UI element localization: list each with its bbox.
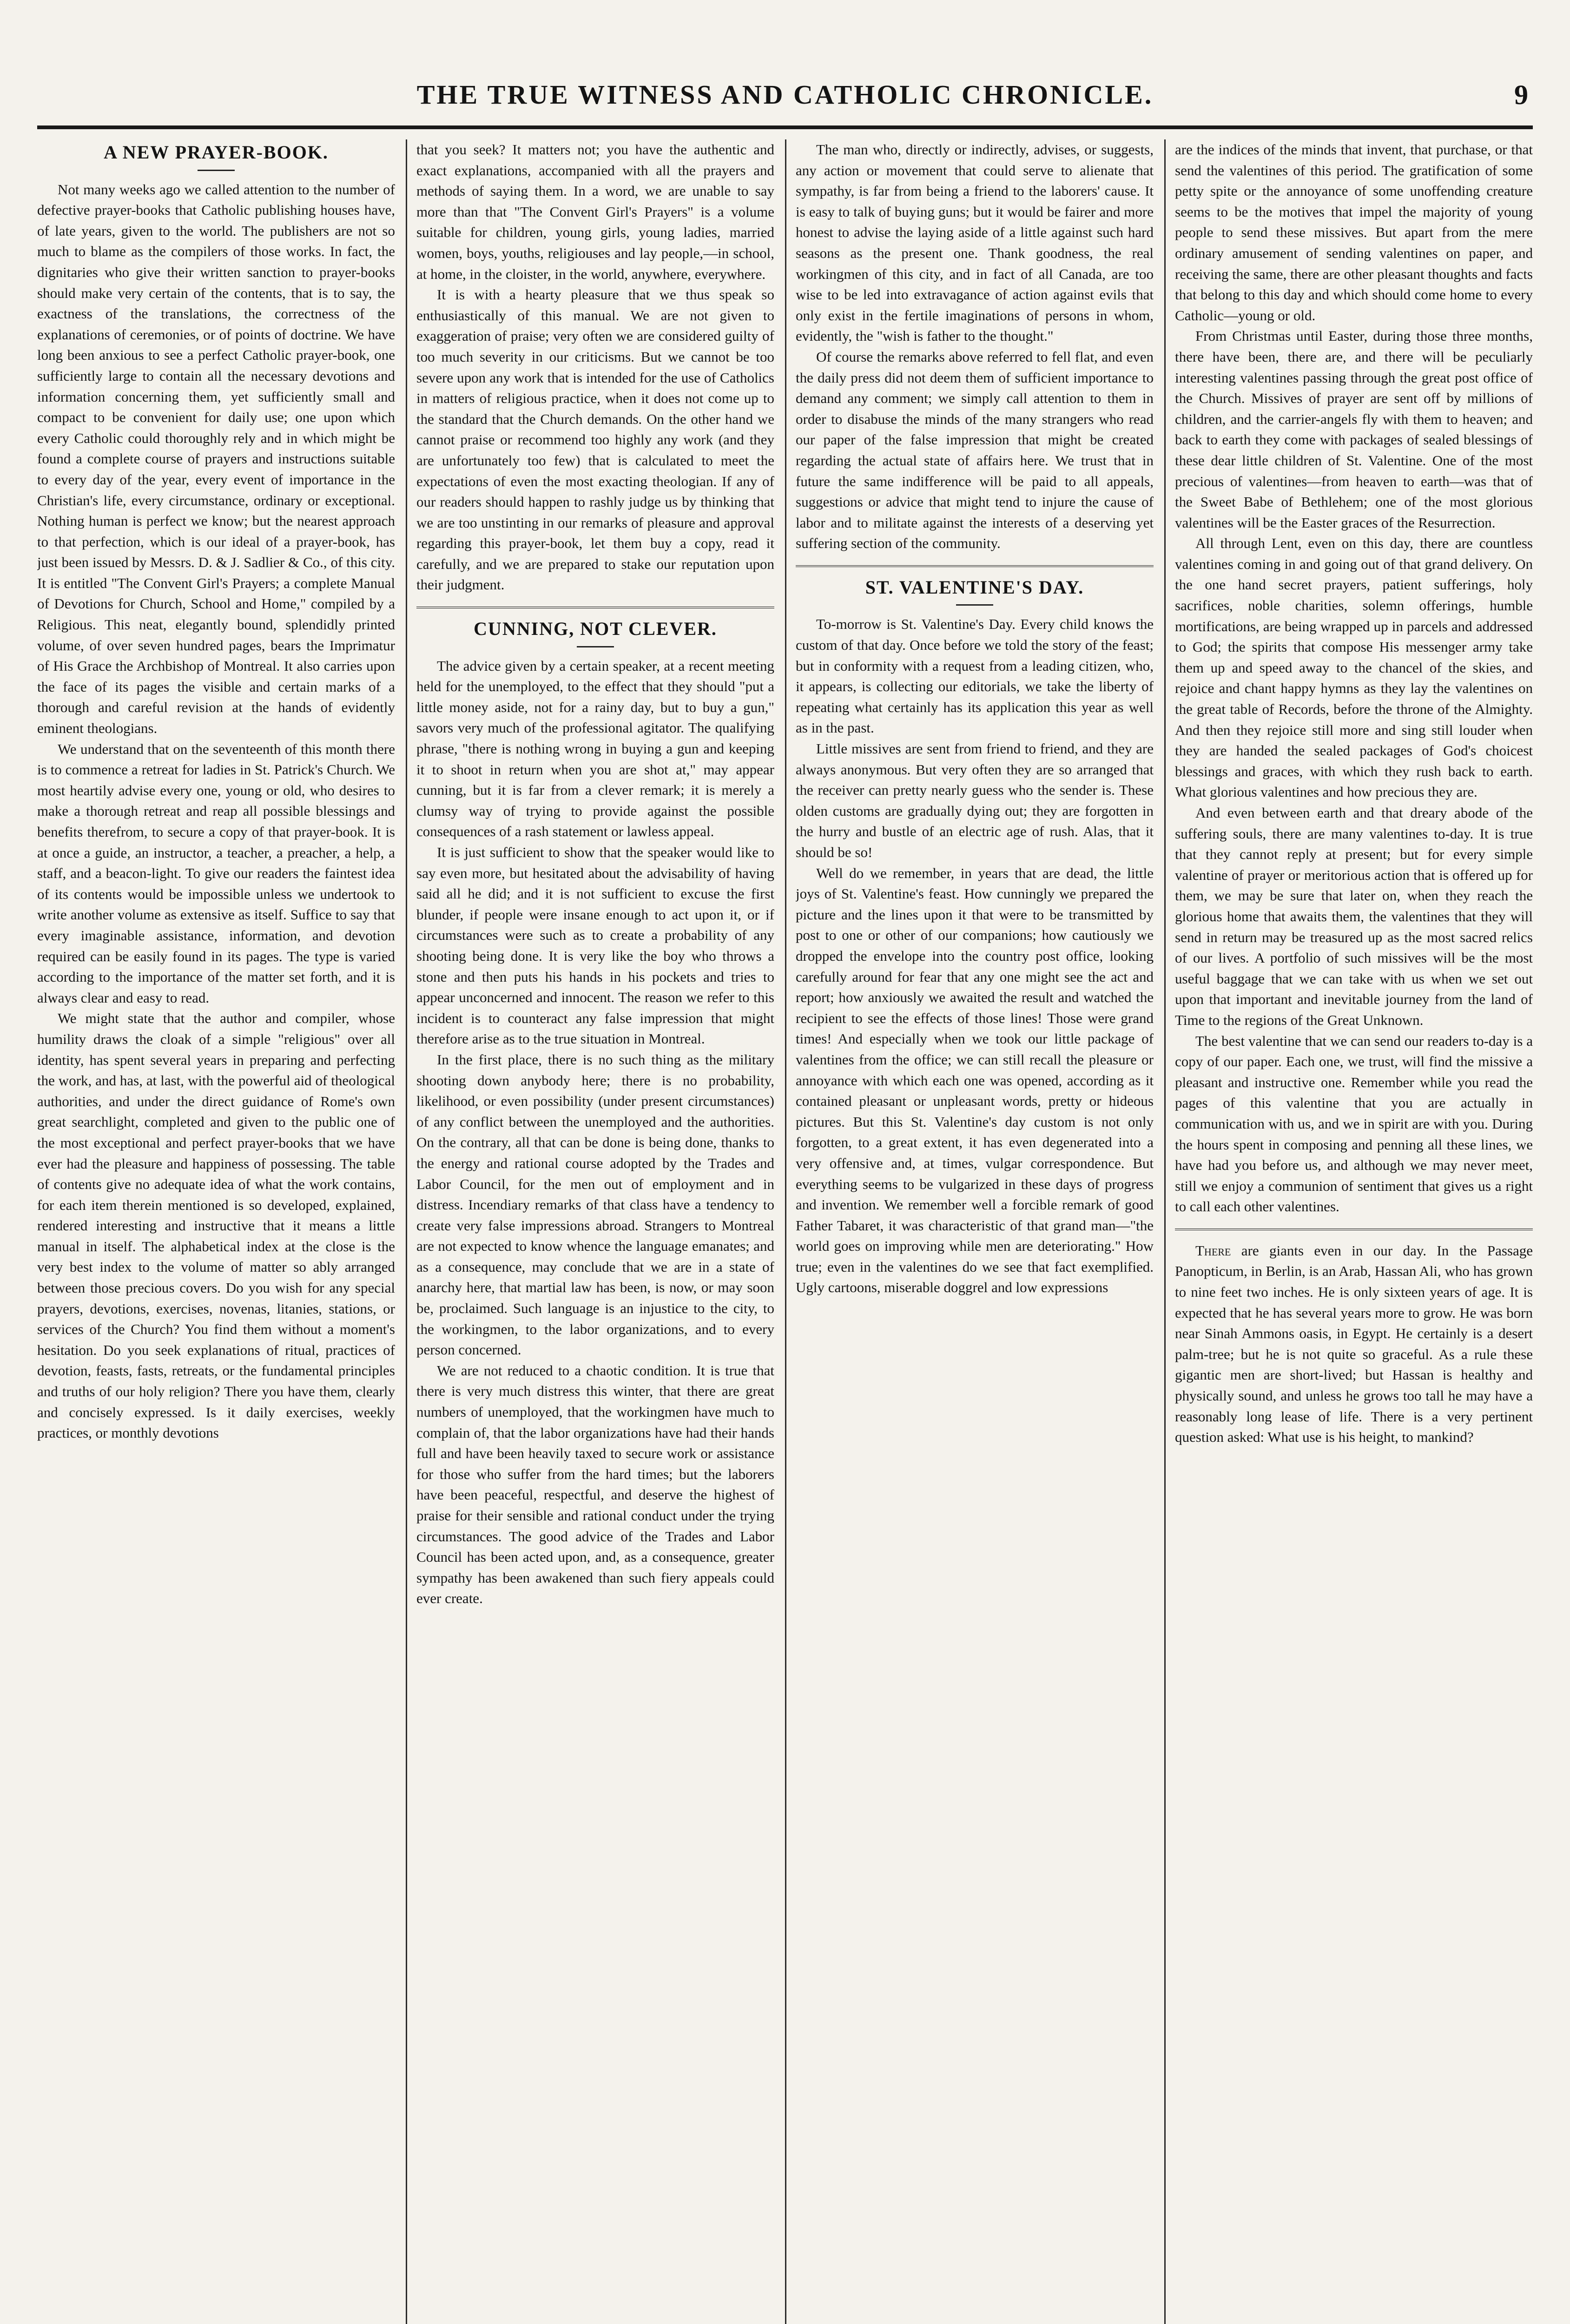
lead-word: There — [1195, 1242, 1231, 1259]
headline-rule — [198, 170, 235, 171]
article-separator — [416, 607, 774, 608]
column-rule — [785, 139, 786, 2324]
page-number: 9 — [1514, 79, 1528, 110]
article-paragraph: Not many weeks ago we called attention to the number of defective prayer-books that Catholic publishing houses have, of late years, given to the world. The publishers are not so much to blame as the compilers of those works. In fact, the dignitaries who give their written sanction to prayer-books should make very certain of the contents, that is to say, the exactness of the translations, the correctness of the explanations of ceremonies, or of points of doctrine. We have long been anxious to see a perfect Catholic prayer-book, one sufficiently large to contain all the necessary devotions and information concerning them, yet sufficiently small and compact to be convenient for daily use; one upon which every Catholic could thoroughly rely and in which might be found a complete course of prayers and instructions suitable to every day of the year, every event of importance in the Christian's life, every circumstance, ordinary or exceptional. Nothing human is perfect we know; but the nearest approach to that perfection, which is our ideal of a prayer-book, has just been issued by Messrs. D. & J. Sadlier & Co., of this city. It is entitled "The Convent Girl's Prayers; a complete Manual of Devotions for Church, School and Home," compiled by a Religious. This neat, elegantly bound, splendidly printed volume, of over seven hundred pages, bears the Imprimatur of His Grace the Archbishop of Montreal. It also carries upon the face of its pages the visible and certain marks of a thorough and careful revision at the hands of evidently eminent theologians. — [37, 181, 395, 737]
article-paragraph: We are not reduced to a chaotic condition. It is true that there is very much distress this winter, that there are great numbers of unemployed, that the workingmen have much to complain of, that the labor organizations have had their hands full and have been heavily taxed to secure work or assistance for those who suffer from the hard times; but the laborers have been peaceful, respectful, and deserve the highest of praise for their sensible and rational conduct under the trying circumstances. The good advice of the Trades and Labor Council has been acted upon, and, as a consequence, greater sympathy has been awakened than such fiery appeals could ever create. — [416, 1362, 774, 1607]
article-paragraph: It is just sufficient to show that the speaker would like to say even more, but hesitated about the advisability of having said all he did; and it is not sufficient to excuse the first blunder, if people were insane enough to act upon it, or if circumstances were such as to create a probability of any shooting being done. It is very like the boy who throws a stone and then puts his hands in his pockets and tries to appear unconcerned and innocent. The reason we refer to this incident is to counteract any false impression that might therefore arise as to the true situation in Montreal. — [416, 844, 774, 1047]
article-headline-valentine: ST. VALENTINE'S DAY. — [865, 576, 1084, 598]
article-paragraph: that you seek? It matters not; you have the authentic and exact explanations, accompanied with all the prayers and methods of saying them. In a word, we are unable to say more than that "The Convent Girl's Prayers" is a volume suitable for children, young girls, young ladies, married women, boys, youths, religiouses and lay people,—in school, at home, in the cloister, in the world, anywhere, everywhere. — [416, 141, 774, 282]
article-headline-prayer-book: A NEW PRAYER-BOOK. — [104, 142, 329, 163]
article-paragraph: The best valentine that we can send our readers to-day is a copy of our paper. Each one, we trust, will find the missive a pleasant and instructive one. Remember while you read the pages of this valentine that you are actually in communication with us, and we in spirit are with you. During the hours spent in composing and penning all these lines, we have had you before us, and although we may never meet, still we enjoy a communion of sentiment that gives us a right to call each other valentines. — [1175, 1032, 1533, 1215]
columns — [37, 139, 1533, 2324]
article-paragraph: In the first place, there is no such thing as the military shooting down anybody here; there is no probability, likelihood, or even possibility (under present circumstances) of any conflict between the unemployed and the authorities. On the contrary, all that can be done is being done, thanks to the energy and rational course adopted by the Trades and Labor Council, for the men out of employment and in distress. Incendiary remarks of that class have a tendency to create very false impressions abroad. Strangers to Montreal are not expected to know whence the language emanates; and as a consequence, may conclude that we are in a state of anarchy here, that martial law has been, is now, or may soon be, proclaimed. Such language is an injustice to the city, to the workingmen, to the labor organizations, and to every person concerned. — [416, 1051, 774, 1358]
article-paragraph: It is with a hearty pleasure that we thus speak so enthusiastically of this manual. We are not given to exaggeration of praise; very often we are considered guilty of too much severity in our criticisms. But we cannot be too severe upon any work that is intended for the use of Catholics in matters of religious practice, when it does not come up to the standard that the Church demands. On the other hand we cannot praise or recommend too highly any work (and they are unfortunately too few) that is calculated to meet the expectations of even the most exacting theologian. If any of our readers should happen to rashly judge us by thinking that we are too unstinting in our remarks of pleasure and approval regarding this prayer-book, let them buy a copy, read it carefully, and we are prepared to stake our reputation upon their judgment. — [416, 286, 774, 593]
article-paragraph: And even between earth and that dreary abode of the suffering souls, there are many valentines to-day. It is true that they cannot reply at present; but for every simple valentine of prayer or meritorious action that is offered up for them, we may be sure that later on, when they reach the glorious home that awaits them, the valentines that they will send in return may be treasured up as the most sacred relics of our lives. A portfolio of such missives will be the most useful baggage that we can take with us when we set out upon that important and inevitable journey from the land of Time to the regions of the Great Unknown. — [1175, 805, 1533, 1028]
article-paragraph: We might state that the author and compiler, whose humility draws the cloak of a simple "religious" over all identity, has spent several years in preparing and perfecting the work, and has, at last, with the powerful aid of theological authorities, and under the direct guidance of Rome's own great searchlight, completed and given to the public one of the most exceptional and perfect prayer-books that we have ever had the pleasure and happiness of possessing. The table of contents give no adequate idea of what the work contains, for each item therein mentioned is so developed, explained, rendered interesting and instructive that it means a little manual in itself. The alphabetical index at the close is the very best index to the volume of matter so ably arranged between those precious covers. Do you wish for any special prayers, devotions, exercises, novenas, litanies, stations, or services of the Church? You find them without a moment's hesitation. Do you seek explanations of ritual, practices of devotion, feasts, fasts, retreats, or the fundamental principles and truths of our holy religion? There you have them, clearly and concisely expressed. Is it daily exercises, weekly practices, or monthly devotions — [37, 1010, 395, 1441]
headline-rule — [577, 646, 614, 647]
column-3 — [796, 139, 1154, 2324]
column-1 — [37, 139, 395, 2324]
newspaper-title: THE TRUE WITNESS AND CATHOLIC CHRONICLE. — [416, 79, 1154, 110]
column-rule — [406, 139, 407, 2324]
article-paragraph: We understand that on the seventeenth of this month there is to commence a retreat for ladies in St. Patrick's Church. We most heartily advise every one, young or old, who desires to make a thorough retreat and reap all possible blessings and benefits therefrom, to secure a copy of that prayer-book. It is at once a guide, an instructor, a teacher, a preacher, a help, a staff, and a beacon-light. To give our readers the faintest idea of its contents would be impossible unless we undertook to write another volume as extensive as itself. Suffice to say that every imaginable assistance, information, and devotion required can be easily found in its pages. The type is varied according to the importance of the matter set forth, and it is always clear and easy to read. — [37, 740, 395, 1006]
article-paragraph: Of course the remarks above referred to fell flat, and even the daily press did not deem them of sufficient importance to demand any comment; we simply call attention to them in order to disabuse the minds of the many strangers who read our paper of the false impression that might be created regarding the actual state of affairs here. We trust that in future the same indifference will be paid to all appeals, suggestions or advice that might tend to injure the cause of labor and to militate against the interests of a deserving yet suffering section of the community. — [796, 348, 1154, 552]
article-paragraph: To-morrow is St. Valentine's Day. Every child knows the custom of that day. Once before we told the story of the feast; but in conformity with a request from a leading citizen, who, it appears, is collecting our editorials, we take the liberty of repeating what certainly has its application this year as well as in the past. — [796, 616, 1154, 736]
masthead — [37, 74, 1533, 129]
column-2 — [416, 139, 774, 2324]
article-paragraph-giants — [1175, 1241, 1533, 1448]
article-separator — [796, 565, 1154, 567]
article-paragraph: Well do we remember, in years that are dead, the little joys of St. Valentine's feast. How cunningly we prepared the picture and the lines upon it that were to be transmitted by post to one or other of our companions; how cautiously we dropped the envelope into the country post office, looking carefully around for fear that any one might see the act and report; how anxiously we awaited the result and watched the recipient to see the effects of those lines! Those were grand times! And especially when we took our little package of valentines from the office; we can still recall the pleasure or annoyance with which each one was opened, according as it contained pleasant or unpleasant words, pretty or hideous pictures. But this St. Valentine's day custom is not only forgotten, to a great extent, it has even degenerated into a very offensive and, at times, vulgar correspondence. But everything seems to be vulgarized in these days of progress and invention. We remember well a forcible remark of good Father Tabaret, it was characteristic of that grand man—"the world goes on improving while men are deteriorating." How true; even in the valentines do we see that fact exemplified. Ugly cartoons, miserable doggrel and low expressions — [796, 865, 1154, 1296]
column-rule — [1164, 139, 1166, 2324]
article-paragraph: From Christmas until Easter, during those three months, there have been, there are, and there will be peculiarly interesting valentines passing through the great post office of the Church. Missives of prayer are sent off by millions of children, and the carrier-angels fly with them to heaven; and back to earth they come with packages of sealed blessings of these dear little children of St. Valentine. One of the most precious of valentines—from heaven to earth—was that of the Sweet Babe of Bethlehem; one of the most glorious valentines will be the Easter graces of the Resurrection. — [1175, 328, 1533, 531]
article-paragraph: The man who, directly or indirectly, advises, or suggests, any action or movement that could serve to alienate that sympathy, is far from being a friend to the laborers' cause. It is easy to talk of buying guns; but it would be fairer and more honest to advise the laying aside of a little against such hard seasons as the present one. Thank goodness, the real workingmen of this city, and in fact of all Canada, are too wise to be led into extravagance of action against evils that only exist in the fertile imaginations of persons in whom, evidently, the "wish is father to the thought." — [796, 141, 1154, 344]
article-paragraph: Little missives are sent from friend to friend, and they are always anonymous. But very often they are so arranged that the receiver can pretty nearly guess who the sender is. These olden customs are gradually dying out; they are forgotten in the hurry and bustle of an electric age of rush. Alas, that it should be so! — [796, 740, 1154, 860]
article-text: are giants even in our day. In the Passage Panopticum, in Berlin, is an Arab, Hassan Ali, who has grown to nine feet two inches. He is only sixteen years of age. It is expected that he has several years more to grow. He was born near Sinah Ammons oasis, in Egypt. He certainly is a desert palm-tree; but he is not quite so graceful. As a rule these gigantic men are short-lived; but Hassan is healthy and physically sound, and unless he grows too tall he may have a reasonably long lease of life. There is a very pertinent question asked: What use is his height, to mankind? — [1175, 1242, 1533, 1446]
article-separator — [1175, 1228, 1533, 1230]
article-paragraph: All through Lent, even on this day, there are countless valentines coming in and going out of that grand delivery. On the one hand secret prayers, patient sufferings, holy sacrifices, noble charities, solemn offerings, humble mortifications, are being wrapped up in parcels and addressed to God; the spirits that compose His messenger army take them up and speed away to the chancel of the skies, and rejoice and chant happy hymns as they lay the valentines on the great table of Records, before the throne of the Almighty. And then they rejoice still more and sing still louder when they are handed the sealed packages of God's choicest blessings and graces, with which they rush back to earth. What glorious valentines and how precious they are. — [1175, 535, 1533, 800]
headline-rule — [956, 604, 993, 606]
article-paragraph: The advice given by a certain speaker, at a recent meeting held for the unemployed, to the effect that they should "put a little money aside, not for a rainy day, but to buy a gun," savors very much of the professional agitator. The qualifying phrase, "there is nothing wrong in buying a gun and keeping it to shoot in return when you are shot at," may appear cunning, but it is far from a clever remark; it is merely a clumsy way of trying to provide against the possible consequences of a rash statement or lawless appeal. — [416, 657, 774, 840]
article-paragraph: are the indices of the minds that invent, that purchase, or that send the valentines of this period. The gratification of some petty spite or the annoyance of some unoffending creature seems to be the motives that impel the majority of young people to send these missives. But apart from the mere ordinary amusement of sending valentines on paper, and receiving the same, there are other pleasant thoughts and facts that belong to this day and which should come home to every Catholic—young or old. — [1175, 141, 1533, 324]
article-headline-cunning: CUNNING, NOT CLEVER. — [474, 618, 717, 640]
column-4 — [1175, 139, 1533, 2324]
